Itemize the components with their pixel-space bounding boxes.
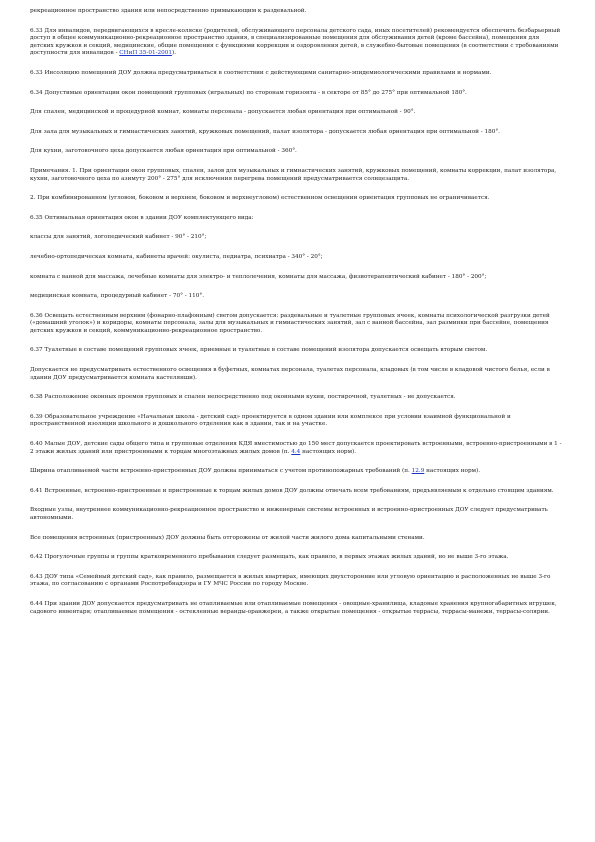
paragraph [30,601,563,616]
paragraph-text: лечебно-ортопедическая комната, кабинеты врачей: окулиста, педиатра, психиатра - 340° - 20°; [30,253,323,260]
paragraph-text: 6.43 ДОУ типа «Семейный детский сад», как правило, размещается в жилых квартирах, имеющих двухсторонние или угловую ориентацию и расположенных не выше 3-го этажа, по согласованию с органами Роспотребнадзора и ГУ МЧС России по городу Москве. [30,573,551,588]
paragraph-text: 2. При комбинированном (угловом, боковом и верхнем, боковом и верхнеугловом) естественном освещении ориентация групповых не ограничивается. [30,195,490,202]
paragraph [30,441,563,456]
paragraph [30,394,563,402]
paragraph [30,70,563,78]
paragraph-text: рекреационное пространство здания или непосредственно примыкающим к раздевальной. [30,8,307,14]
document-link[interactable]: 12.9 [411,468,425,475]
paragraph-text: Примечания. 1. При ориентации окон групповых, спален, залов для музыкальных и гимнастических занятий, кружковых помещений, комнаты коррекции, палат изолятора, кухни, заготовочного цеха по азимуту 200° - 275° для исключения перегрева помещений предусматривается солнцезащита. [30,167,557,182]
paragraph-text: 6.39 Образовательное учреждение «Начальная школа - детский сад» проектируется в одном здании или комплексе при условии взаимной функциональной и пространственной изоляции школьного и дошкольного отделения как в здании, так и на участке. [30,413,511,428]
document-link[interactable]: 4.4 [291,448,301,455]
paragraph [30,168,563,183]
paragraph-text: Входные узлы, внутреннее коммуникационно-рекреационное пространство и инженерные системы встроенных и встроенно-пристроенных ДОУ следует предусматривать автономными. [30,507,548,521]
paragraph-text: настоящих норм). [300,448,357,455]
paragraph [30,129,563,137]
paragraph-text: Допускается не предусматривать естественного освещения в буфетных, комнатах персонала, туалетах персонала, кладовых (в том числе в кладовой чистого белья, если в здании ДОУ предусматривается комната кастелянши). [30,367,550,381]
paragraph-text: 6.33 Инсоляцию помещений ДОУ должна предусматриваться в соответствии с действующими санитарно-эпидемиологическими правилами и нормами. [30,69,492,76]
paragraph-text: Ширина отапливаемой части встроенно-пристроенных ДОУ должна приниматься с учетом противопожарных требований (п. [30,468,412,475]
paragraph-text: 6.42 Прогулочные группы и группы кратковременного пребывания следует размещать, как правило, в первых этажах жилых зданий, но не выше 3-го этажа. [30,554,509,561]
paragraph-text: 6.34 Допустимые ориентации окон помещений групповых (игральных) по сторонам горизонта - в секторе от 85° до 275° при оптимальной 180°. [30,89,467,96]
paragraph-text: Для спален, медицинской и процедурной комнат, комнаты персонала - допускается любая ориентация при оптимальной - 90°. [30,109,416,116]
paragraph-text: комната с ванной для массажа, лечебные комнаты для электро- и теплолечения, комнаты для массажа, физиотерапевтический кабинет - 180° - 200°; [30,273,487,280]
paragraph [30,293,563,301]
paragraph [30,367,563,382]
paragraph-text: ). [171,50,176,57]
paragraph-text: 6.36 Освещать естественным верхним (фонарно-плафонным) светом допускается: раздевальные и туалетные групповых ячеек, комнаты психологической разгрузки детей («домашний уголок») и коридоры, комнаты персонала, залы для музыкальных и гимнастических занятий, зал с ванной бассейна, зал разминки при бассейне, помещения детских кружков и секций, коммуникационно-рекреационное пространство. [30,312,550,334]
paragraph [30,554,563,562]
paragraph-text: 6.44 При здании ДОУ допускается предусматривать не отапливаемые или отапливаемые помещения - овощные-хранилища, кладовые хранения крупногабаритных игрушек, садового инвентаря; отапливаемые помещения - остекленные веранды-оранжереи, а также открытые помещения - открытые террасы, террасы-манежи, террасы-солярии. [30,600,557,615]
paragraph-text: 6.37 Туалетные в составе помещений групповых ячеек, приемные и туалетные в составе помещений изолятора допускается освещать вторым светом. [30,347,488,354]
paragraph-text: настоящих норм). [424,468,481,475]
paragraph-text: классы для занятий, логопедический кабинет - 90° - 210°; [30,234,207,241]
paragraph [30,28,563,58]
paragraph-text: 6.41 Встроенные, встроенно-пристроенные и пристроенные к торцам жилых домов ДОУ должны отвечать всем требованиям, предъявляемым к отдельно стоящим зданиям. [30,487,554,494]
document-link[interactable]: СНиП 35-01-2001 [119,50,172,57]
paragraph [30,148,563,156]
paragraph [30,90,563,98]
paragraph [30,8,563,16]
paragraph [30,109,563,117]
paragraph-text: 6.33 Для инвалидов, передвигающихся в кресле-коляске (родителей, обслуживающего персонала детского сада, иных посетителей) рекомендуется обеспечить безбарьерный доступ в общее коммуникационно-рекреационное пространство здания, в специализированные помещения для обслуживания детей (кроме бассейна), помещения для детских кружков и секций, медицинские, общие помещения с функциями коррекции и оздоровления детей, в служебно-бытовые помещения (в соответствии с требованиями доступности для инвалидов - [30,27,561,57]
paragraph-text: 6.40 Малые ДОУ, детские сады общего типа и групповые отделения КДЯ вместимостью до 150 мест допускается проектировать встроенными, встроенно-пристроенными в 1 - 2 этажи жилых зданий или пристроенными к торцам многоэтажных жилых домов (п. [30,441,562,455]
paragraph [30,215,563,223]
paragraph [30,468,563,476]
paragraph-text: 6.35 Оптимальная ориентация окон в здании ДОУ комплектующего вида: [30,214,254,221]
paragraph [30,274,563,282]
paragraph [30,313,563,336]
paragraph-text: Все помещения встроенных (пристроенных) ДОУ должны быть отгорожены от жилой части жилого дома капитальными стенами. [30,534,425,541]
paragraph [30,488,563,496]
paragraph [30,234,563,242]
paragraph [30,574,563,589]
paragraph [30,195,563,203]
paragraph [30,414,563,429]
paragraph [30,347,563,355]
paragraph [30,535,563,543]
paragraph-text: Для кухни, заготовочного цеха допускается любая ориентация при оптимальной - 360°. [30,148,297,155]
paragraph [30,254,563,262]
paragraph-text: 6.38 Расположение оконных проемов групповых и спален непосредственно под оконными кухни, постирочной, туалетных - не допускается. [30,394,456,401]
paragraph-text: Для зала для музыкальных и гимнастических занятий, кружковых помещений, палат изолятора - допускается любая ориентация при оптимальной - 180°. [30,128,500,135]
paragraph [30,507,563,522]
paragraph-text: медицинская комната, процедурный кабинет - 70° - 110°. [30,293,204,300]
